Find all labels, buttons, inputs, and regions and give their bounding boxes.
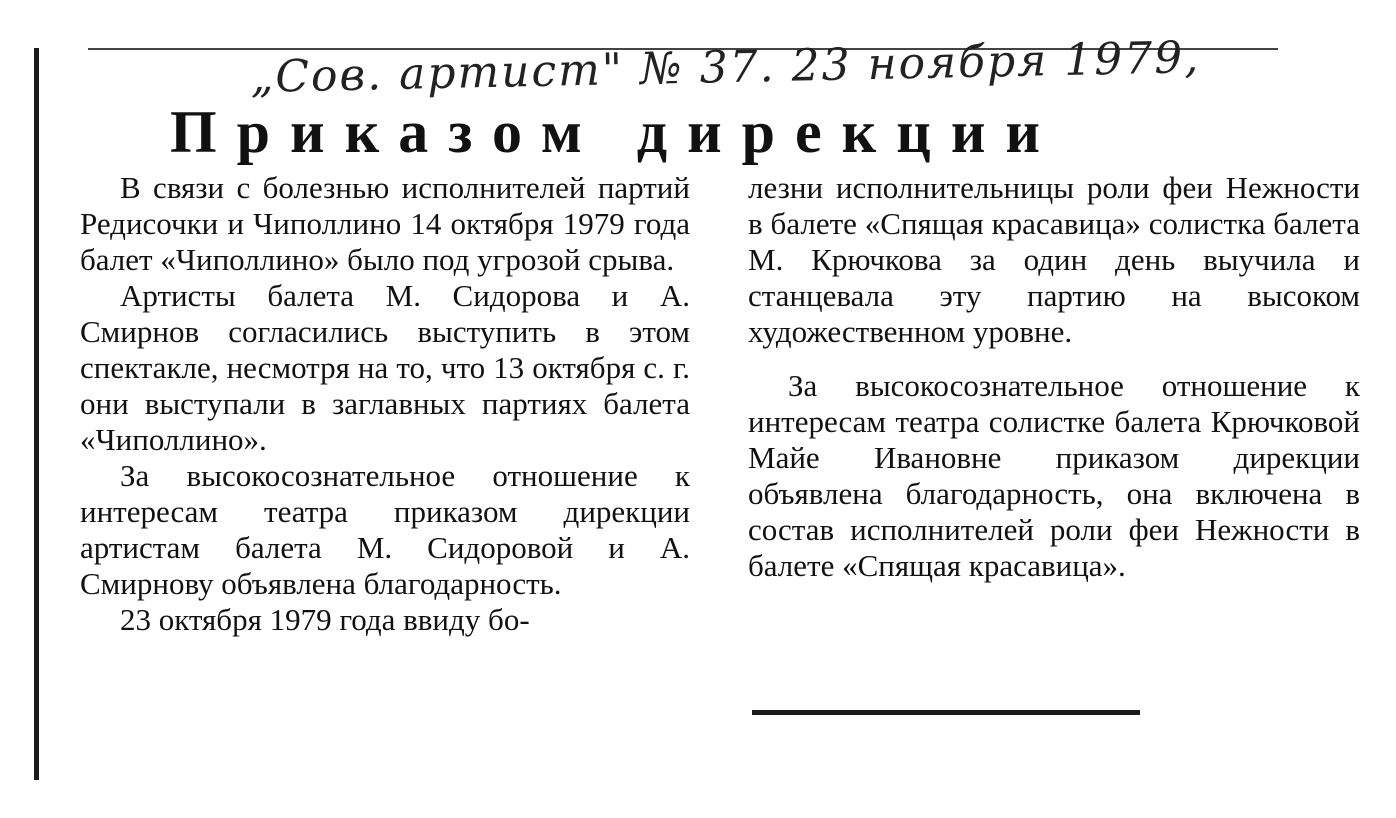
paragraph: лезни исполнительницы роли феи Нежности в балете «Спящая красавица» солистка балета М. Крючкова за один день выучила и станцевала эту партию на высоком художественном уровне.: [748, 170, 1360, 349]
right-column: [748, 170, 1360, 584]
headline: Приказом дирекции: [170, 99, 1060, 165]
handwritten-note: „Сов. артист" № 37. 23 ноября 1979,: [250, 32, 1201, 103]
left-column: [80, 170, 690, 638]
paragraph: За высокосознательное отношение к интересам театра приказом дирекции артистам балета М. Сидоровой и А. Смирнову объявлена благодарность.: [80, 458, 690, 601]
paragraph: В связи с болезнью исполнителей партий Редисочки и Чиполлино 14 октября 1979 года балет «Чиполлино» было под угрозой срыва.: [80, 170, 690, 277]
paragraph: 23 октября 1979 года ввиду бо-: [120, 602, 530, 637]
end-rule: [752, 710, 1140, 715]
paragraph: Артисты балета М. Сидорова и А. Смирнов согласились выступить в этом спектакле, несмотря на то, что 13 октября с. г. они выступали в заглавных партиях балета «Чиполлино».: [80, 278, 690, 457]
left-margin-rule: [34, 48, 39, 780]
paragraph: За высокосознательное отношение к интересам театра солистке балета Крючковой Майе Ивановне приказом дирекции объявлена благодарность, она включена в состав исполнителей роли феи Нежности в балете «Спящая красавица».: [748, 368, 1360, 583]
